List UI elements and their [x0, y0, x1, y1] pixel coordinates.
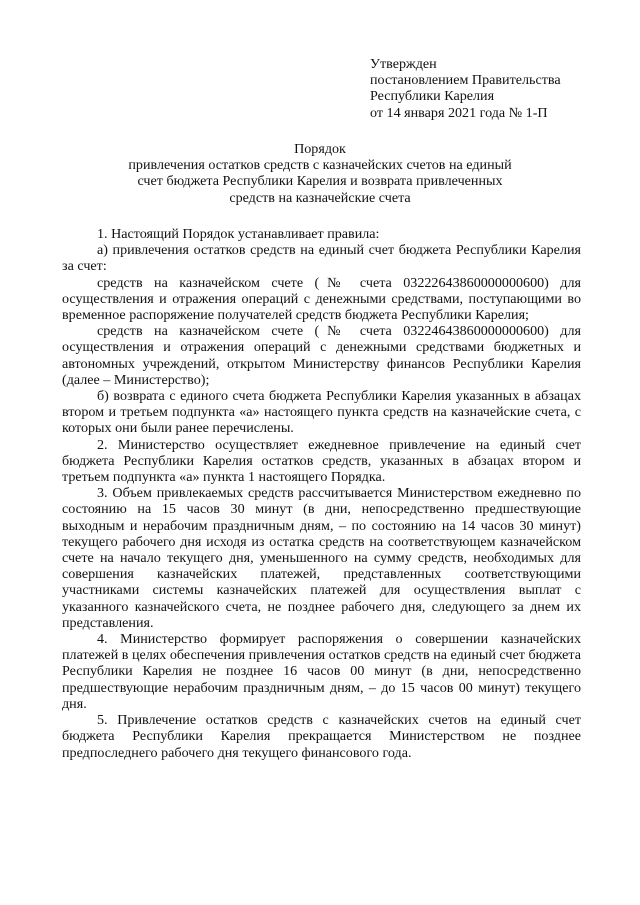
paragraph-1a-account-2: средств на казначейском счете (№ счета 03224643860000000600) для осуществления и отражения операций с денежными средствами бюджетных и автономных учреждений, открытом Министерству финансов Республики Карелия (далее – Министерство);: [62, 323, 581, 388]
document-title: [60, 141, 580, 206]
paragraph-1a-account-1: средств на казначейском счете (№ счета 03222643860000000600) для осуществления и отражения операций с денежными средствами, поступающими во временное распоряжение получателей средств бюджета Республики Карелия;: [62, 274, 581, 324]
paragraph-3: 3. Объем привлекаемых средств рассчитывается Министерством ежедневно по состоянию на 15 часов 30 минут (в дни, непосредственно предшествующие выходным и нерабочим праздничным дням, – по состоянию на 14 часов 30 минут) текущего рабочего дня исходя из остатка средств на соответствующем казначейском счете на начало текущего дня, уменьшенного на сумму средств, необходимых для совершения казначейских платежей, представленных соответствующими участниками системы казначейских платежей для осуществления выплат с указанного казначейского счета, не позднее рабочего дня, следующего за днем их представления.: [62, 485, 581, 631]
title-heading: Порядок: [294, 141, 346, 157]
approval-line-approved: Утвержден: [370, 56, 437, 72]
title-line: средств на казначейские счета: [229, 189, 411, 206]
title-line: счет бюджета Республики Карелия и возврата привлеченных: [137, 173, 503, 190]
title-line: привлечения остатков средств с казначейских счетов на единый: [128, 157, 512, 174]
document-body: [62, 226, 581, 761]
approval-line-date: от 14 января 2021 года № 1-П: [370, 104, 548, 121]
approval-stamp: [370, 56, 620, 121]
paragraph-2: 2. Министерство осуществляет ежедневное привлечение на единый счет бюджета Республики Карелия остатков средств, указанных в абзацах втором и третьем подпункта «а» пункта 1 настоящего Порядка.: [62, 436, 581, 486]
approval-line-republic: Республики Карелия: [370, 88, 495, 105]
paragraph-4: 4. Министерство формирует распоряжения о совершении казначейских платежей в целях обеспечения привлечения остатков средств на единый счет бюджета Республики Карелия не позднее 16 часов 00 минут (в дни, непосредственно предшествующие нерабочим праздничным дням, – до 15 часов 00 минут) текущего дня.: [62, 631, 581, 712]
paragraph-1: 1. Настоящий Порядок устанавливает правила:: [97, 226, 380, 242]
paragraph-5: 5. Привлечение остатков средств с казначейских счетов на единый счет бюджета Республики Карелия прекращается Министерством не позднее предпоследнего рабочего дня текущего финансового года.: [62, 712, 581, 761]
approval-line-resolution: постановлением Правительства: [370, 72, 561, 89]
paragraph-1a: а) привлечения остатков средств на единый счет бюджета Республики Карелия за счет:: [62, 242, 581, 275]
paragraph-1b: б) возврата с единого счета бюджета Республики Карелия указанных в абзацах втором и третьем подпункта «а» настоящего пункта средств на казначейские счета, с которых они были ранее перечислены.: [62, 388, 581, 437]
